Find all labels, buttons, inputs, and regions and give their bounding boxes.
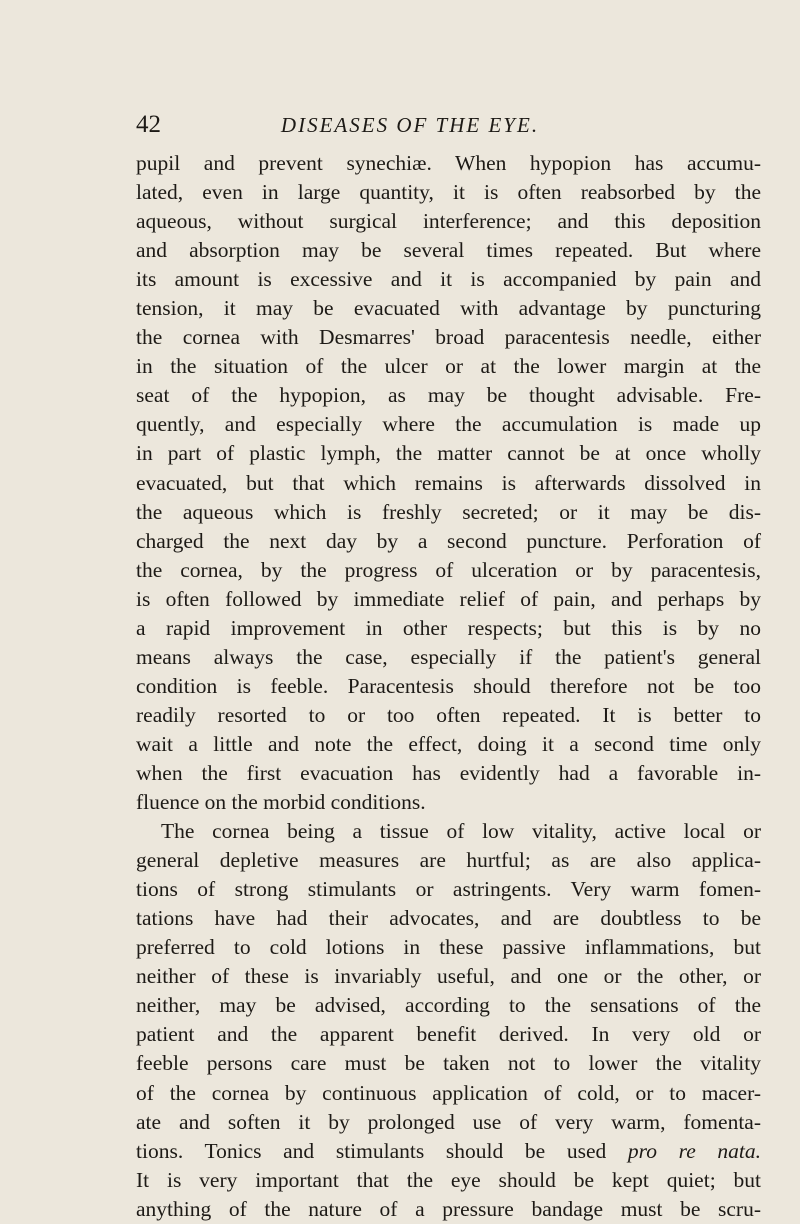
text-line: the cornea, by the progress of ulceration or by paracentesis,	[136, 557, 761, 582]
text-line: a rapid improvement in other respects; but this is by no	[136, 615, 761, 640]
running-title: DISEASES OF THE EYE.	[280, 113, 540, 137]
body-text	[136, 149, 761, 1224]
text-segment: tions. Tonics and stimulants should be used	[136, 1138, 607, 1163]
text-line: the cornea with Desmarres' broad paracentesis needle, either	[136, 325, 761, 350]
paragraph-start-line: The cornea being a tissue of low vitality, active local or	[161, 819, 761, 844]
text-line: is often followed by immediate relief of pain, and perhaps by	[136, 586, 761, 611]
text-line: neither, may be advised, according to the sensations of the	[136, 993, 761, 1018]
text-line: neither of these is invariably useful, and one or the other, or	[136, 964, 761, 989]
text-line: charged the next day by a second puncture. Perforation of	[136, 528, 761, 553]
text-line: condition is feeble. Paracentesis should therefore not be too	[136, 673, 761, 698]
text-line: general depletive measures are hurtful; as are also applica-	[136, 848, 761, 873]
text-line: of the cornea by continuous application of cold, or to macer-	[136, 1080, 761, 1105]
text-line: quently, and especially where the accumulation is made up	[136, 412, 761, 437]
text-line: the aqueous which is freshly secreted; or it may be dis-	[136, 499, 761, 524]
text-line: readily resorted to or too often repeated. It is better to	[136, 702, 761, 727]
text-line: its amount is excessive and it is accompanied by pain and	[136, 267, 761, 292]
text-line: preferred to cold lotions in these passive inflammations, but	[136, 935, 761, 960]
italic-phrase: pro re nata.	[627, 1138, 762, 1163]
text-line: tension, it may be evacuated with advantage by puncturing	[136, 296, 761, 321]
text-line: anything of the nature of a pressure bandage must be scru-	[136, 1196, 761, 1221]
text-line: pupil and prevent synechiæ. When hypopion has accumu-	[136, 151, 761, 175]
text-line: and absorption may be several times repeated. But where	[136, 238, 761, 263]
text-line: ate and soften it by prolonged use of very warm, fomenta-	[136, 1109, 761, 1134]
text-line: patient and the apparent benefit derived. In very old or	[136, 1022, 761, 1047]
text-line: fluence on the morbid conditions.	[136, 790, 426, 815]
text-line: tions of strong stimulants or astringents. Very warm fomen-	[136, 877, 761, 902]
text-line: tations have had their advocates, and are doubtless to be	[136, 906, 761, 931]
text-line: seat of the hypopion, as may be thought advisable. Fre-	[136, 383, 761, 408]
text-line: in the situation of the ulcer or at the lower margin at the	[136, 354, 761, 379]
page-number: 42	[136, 111, 161, 138]
text-line: wait a little and note the effect, doing it a second time only	[136, 731, 761, 756]
text-line: aqueous, without surgical interference; and this deposition	[136, 209, 761, 234]
text-line: means always the case, especially if the patient's general	[136, 644, 761, 669]
text-line-with-italic	[136, 1137, 761, 1166]
text-line: when the first evacuation has evidently had a favorable in-	[136, 760, 761, 785]
text-line: evacuated, but that which remains is afterwards dissolved in	[136, 470, 761, 495]
text-line: It is very important that the eye should be kept quiet; but	[136, 1167, 761, 1192]
text-line: in part of plastic lymph, the matter cannot be at once wholly	[136, 441, 761, 466]
text-line: feeble persons care must be taken not to lower the vitality	[136, 1051, 761, 1076]
text-line: lated, even in large quantity, it is often reabsorbed by the	[136, 180, 761, 205]
page-header	[0, 108, 800, 142]
